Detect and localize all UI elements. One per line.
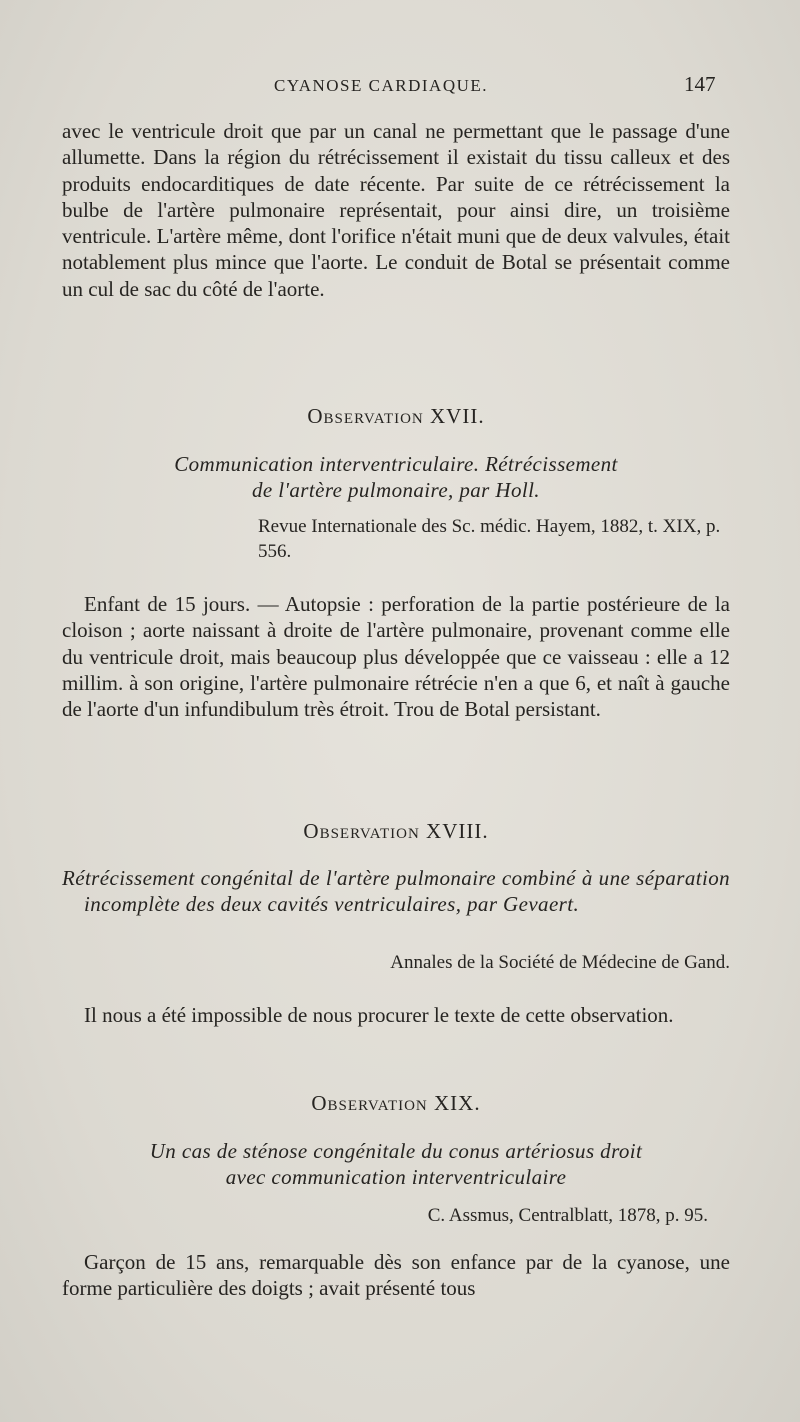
observation-17-source [62,514,730,564]
running-title: CYANOSE CARDIAQUE. [274,76,489,95]
continued-paragraph [62,118,730,302]
observation-text: Garçon de 15 ans, remarquable dès son enfance par de la cyanose, une forme particulière des doigts ; avait présenté tous [62,1250,730,1301]
observation-18-source [62,950,730,975]
observation-17-text [62,591,730,722]
observation-subtitle-line2: de l'artère pulmonaire, par Holl. [252,478,540,502]
observation-source: Revue Internationale des Sc. médic. Hayem, 1882, t. XIX, p. 556. [258,516,721,562]
observation-19-text [62,1249,730,1302]
observation-subtitle-line2: avec communication interventriculaire [225,1165,567,1189]
observation-18 [62,819,730,844]
observation-text: Enfant de 15 jours. — Autopsie : perforation de la partie postérieure de la cloison ; aorte naissant à droite de l'artère pulmonaire, provenant comme elle du ventricule droit, mais beaucoup plus développée que ce vaisseau : elle a 12 millim. à son origine, l'artère pulmonaire rétrécie n'en a que 6, et naît à gauche de l'aorte d'un infundibulum très étroit. Trou de Botal persistant. [62,592,730,722]
page-header [0,72,800,102]
observation-19-subtitle [62,1138,730,1190]
observation-source: C. Assmus, Centralblatt, 1878, p. 95. [427,1205,708,1226]
observation-18-text [62,1002,730,1028]
page-number: 147 [684,72,716,96]
observation-17 [62,404,730,429]
observation-title: Observation XVIII. [303,819,489,843]
observation-title: Observation XIX. [311,1091,481,1115]
observation-17-subtitle [62,451,730,503]
observation-subtitle-line1: Communication interventriculaire. Rétrécissement [174,452,618,476]
observation-19-source [62,1203,730,1228]
observation-subtitle-line1: Un cas de sténose congénitale du conus artériosus droit [149,1139,643,1163]
observation-19 [62,1091,730,1116]
observation-text: Il nous a été impossible de nous procurer le texte de cette observation. [84,1003,674,1027]
observation-source: Annales de la Société de Médecine de Gand. [390,952,730,973]
body-paragraph: avec le ventricule droit que par un canal ne permettant que le passage d'une allumette. Dans la région du rétrécissement il existait du tissu calleux et des produits endocarditiques de date récente. Par suite de ce rétrécissement la bulbe de l'artère pulmonaire représentait, pour ainsi dire, un troisième ventricule. L'artère même, dont l'orifice n'était muni que de deux valvules, était notablement plus mince que l'aorte. Le conduit de Botal se présentait comme un cul de sac du côté de l'aorte. [62,119,730,301]
observation-subtitle: Rétrécissement congénital de l'artère pulmonaire combiné à une séparation incomplète des deux cavités ventriculaires, par Gevaert. [62,866,730,916]
observation-title: Observation XVII. [307,404,485,428]
observation-18-subtitle [62,865,730,917]
